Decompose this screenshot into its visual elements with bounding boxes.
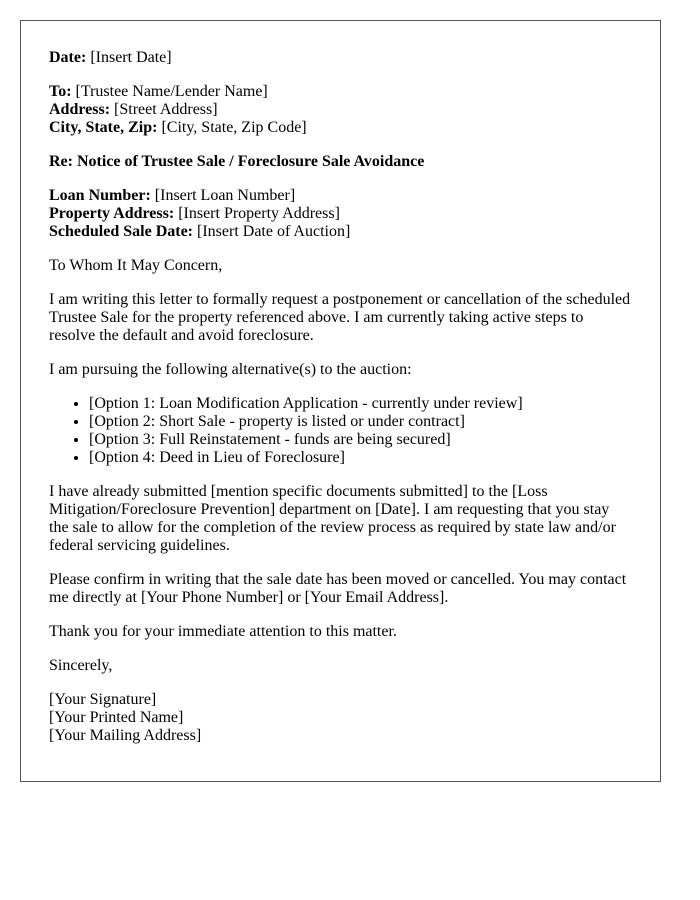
body-paragraph: I am pursuing the following alternative(s) to the auction: <box>49 361 412 378</box>
recipient-block: To: [Trustee Name/Lender Name] Address: [Street Address] City, State, Zip: [City, State, Zip Code] <box>49 83 307 136</box>
body-paragraph: Please confirm in writing that the sale date has been moved or cancelled. You may contact me directly at [Your Phone Number] or [Your Email Address]. <box>49 571 627 606</box>
list-item: • [Option 1: Loan Modification Application - currently under review] <box>89 395 632 413</box>
list-item: • [Option 4: Deed in Lieu of Foreclosure] <box>89 449 632 467</box>
loan-details: Loan Number: [Insert Loan Number] Property Address: [Insert Property Address] Scheduled Sale Date: [Insert Date of Auction] <box>49 187 351 240</box>
body-paragraph: Thank you for your immediate attention to this matter. <box>49 623 397 640</box>
subject-line: Re: Notice of Trustee Sale / Foreclosure Sale Avoidance <box>49 153 425 170</box>
signature-block: [Your Signature] [Your Printed Name] [Your Mailing Address] <box>49 691 202 744</box>
closing: Sincerely, <box>49 657 113 674</box>
body-paragraph: I am writing this letter to formally request a postponement or cancellation of the scheduled Trustee Sale for the property referenced above. I am currently taking active steps to resolve the default and avoid foreclosure. <box>49 291 631 344</box>
list-item: • [Option 3: Full Reinstatement - funds are being secured] <box>89 431 632 449</box>
list-item: • [Option 2: Short Sale - property is listed or under contract] <box>89 413 632 431</box>
date-line: Date: [Insert Date] <box>49 49 172 66</box>
salutation: To Whom It May Concern, <box>49 257 223 274</box>
letter <box>20 20 661 782</box>
options-list <box>49 395 632 467</box>
body-paragraph: I have already submitted [mention specific documents submitted] to the [Loss Mitigation/Foreclosure Prevention] department on [Date]. I am requesting that you stay the sale to allow for the completion of the review process as required by state law and/or federal servicing guidelines. <box>49 483 616 554</box>
